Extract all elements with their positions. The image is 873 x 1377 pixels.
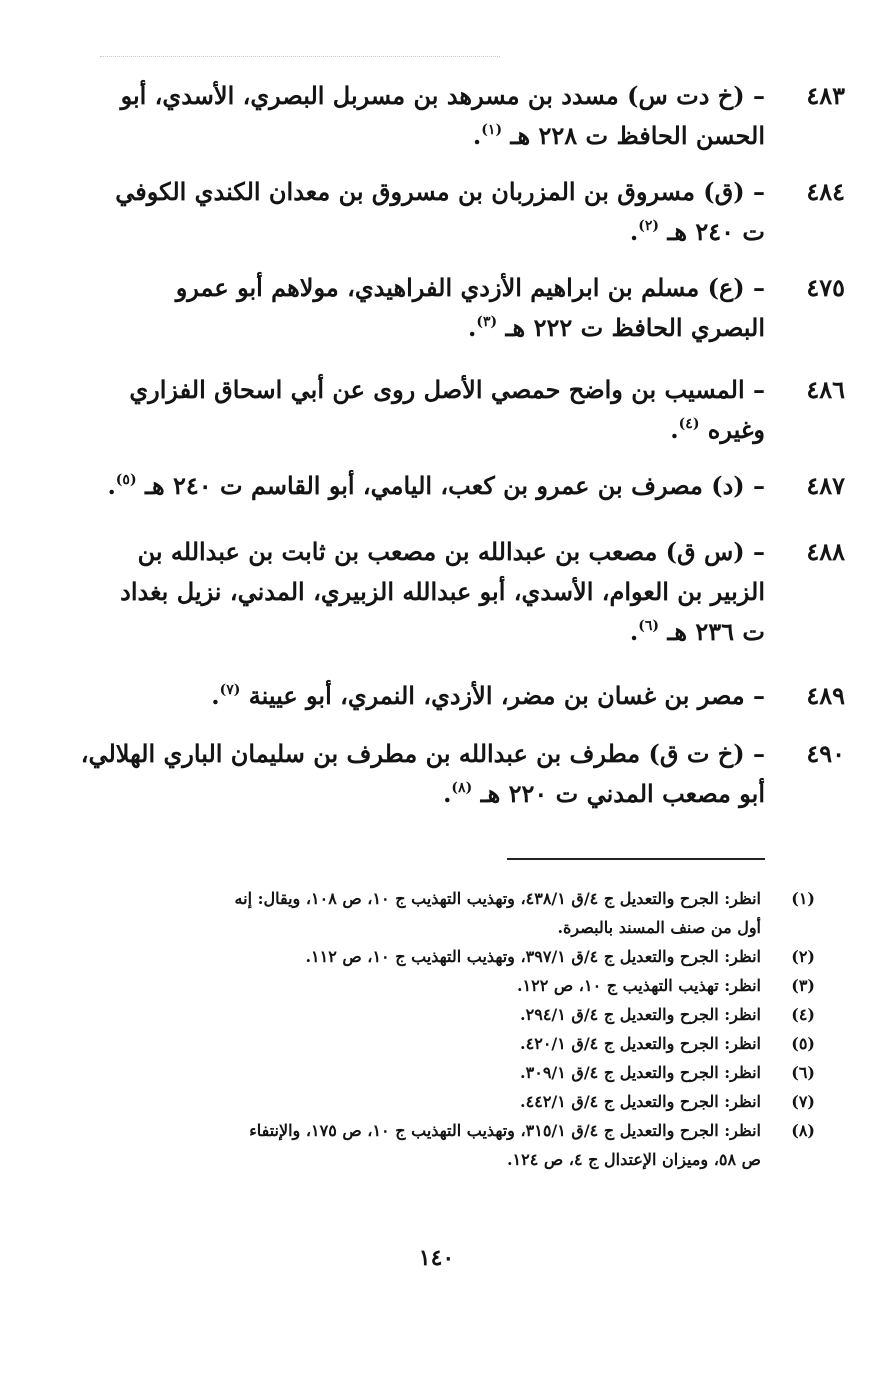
entry-483 (60, 76, 845, 156)
footnote-text: انظر: الجرح والتعديل ج ٤/ق ٣٩٧/١، وتهذيب التهذيب ج ١٠، ص ١١٢. (305, 947, 761, 966)
entry-text: – (د) مصرف بن عمرو بن كعب، اليامي، أبو القاسم ت ٢٤٠ هـ (144, 471, 765, 500)
footnotes (60, 884, 815, 1174)
footnote-text: انظر: الجرح والتعديل ج ٤/ق ٤٣٨/١، وتهذيب التهذيب ج ١٠، ص ١٠٨، ويقال: إنه (234, 889, 761, 908)
entry-period: . (472, 121, 482, 150)
footnote-mark: (٨) (791, 1121, 815, 1140)
footnote-mark: (٣) (791, 976, 815, 995)
footnote-text: انظر: الجرح والتعديل ج ٤/ق ٤٤٢/١. (520, 1092, 761, 1111)
entry-text: – مصر بن غسان بن مضر، الأزدي، النمري، أبو عيينة (248, 681, 765, 710)
footnote-6 (60, 1058, 815, 1087)
entry-text: البصري الحافظ ت ٢٢٢ هـ (505, 313, 765, 342)
footnote-text: انظر: تهذيب التهذيب ج ١٠، ص ١٢٢. (516, 976, 761, 995)
scan-speckle (100, 56, 500, 59)
footnote-text: أول من صنف المسند بالبصرة. (557, 918, 761, 937)
entry-484 (60, 172, 845, 252)
entry-number: ٤٧٥ (806, 273, 845, 302)
footnote-1 (60, 884, 815, 942)
entry-487 (60, 466, 845, 506)
footnote-ref: (٤) (678, 416, 700, 432)
entry-number: ٤٩٠ (806, 739, 845, 768)
footnote-mark: (٦) (791, 1063, 815, 1082)
footnote-5 (60, 1029, 815, 1058)
footnote-ref: (٧) (219, 682, 241, 698)
page-number: ١٤٠ (418, 1245, 455, 1271)
footnote-mark: (٥) (791, 1034, 815, 1053)
entry-488 (60, 532, 845, 652)
entry-period: . (443, 779, 452, 808)
footnote-ref: (١) (481, 122, 503, 138)
entry-text: ت ٢٣٦ هـ (667, 617, 765, 646)
footnote-4 (60, 1000, 815, 1029)
entry-text-line-last (60, 612, 765, 652)
entry-490 (60, 734, 845, 814)
entry-number: ٤٨٤ (806, 177, 845, 206)
entry-text-line: – (خ دت س) مسدد بن مسرهد بن مسربل البصري، الأسدي، أبو (120, 81, 765, 110)
entry-text-line-last (60, 308, 765, 348)
entry-text-line-last (60, 676, 765, 716)
footnote-ref: (٦) (638, 618, 659, 634)
footnote-3 (60, 971, 815, 1000)
footnote-ref: (٨) (451, 780, 473, 796)
entry-475 (60, 268, 845, 348)
footnote-ref: (٣) (476, 314, 498, 330)
entry-text-line-last (60, 410, 765, 450)
footnote-ref: (٥) (115, 472, 137, 488)
entry-text: الحسن الحافظ ت ٢٢٨ هـ (510, 121, 765, 150)
entry-text-line: – (خ ت ق) مطرف بن عبدالله بن مطرف بن سليمان الباري الهلالي، (80, 739, 765, 768)
footnote-text: ص ٥٨، وميزان الإعتدال ج ٤، ص ١٢٤. (506, 1150, 761, 1169)
footnote-text: انظر: الجرح والتعديل ج ٤/ق ٣١٥/١، وتهذيب التهذيب ج ١٠، ص ١٧٥، والإنتفاء (249, 1121, 761, 1140)
footnote-2 (60, 942, 815, 971)
entry-period: . (629, 217, 639, 246)
entry-text-line: – (ق) مسروق بن المزربان بن مسروق بن معدان الكندي الكوفي (115, 177, 765, 206)
footnote-mark: (٧) (791, 1092, 815, 1111)
entry-number: ٤٨٨ (806, 537, 845, 566)
entry-number: ٤٨٦ (806, 375, 845, 404)
entry-text-line: – (ع) مسلم بن ابراهيم الأزدي الفراهيدي، مولاهم أبو عمرو (175, 273, 765, 302)
entry-486 (60, 370, 845, 450)
footnote-8 (60, 1116, 815, 1174)
footnote-separator (507, 858, 765, 860)
footnote-text: انظر: الجرح والتعديل ج ٤/ق ٢٩٤/١. (520, 1005, 761, 1024)
footnote-text: انظر: الجرح والتعديل ج ٤/ق ٤٢٠/١. (520, 1034, 761, 1053)
entry-period: . (629, 617, 639, 646)
entry-text-line-last (60, 774, 765, 814)
entry-number: ٤٨٧ (806, 471, 845, 500)
entry-text: ت ٢٤٠ هـ (667, 217, 765, 246)
entry-text: وغيره (707, 415, 765, 444)
entry-text: أبو مصعب المدني ت ٢٢٠ هـ (480, 779, 765, 808)
entry-489 (60, 676, 845, 716)
entry-text-line: الزبير بن العوام، الأسدي، أبو عبدالله الزبيري، المدني، نزيل بغداد (120, 577, 765, 606)
entry-number: ٤٨٩ (806, 681, 845, 710)
entry-period: . (670, 415, 679, 444)
footnote-7 (60, 1087, 815, 1116)
footnote-text: انظر: الجرح والتعديل ج ٤/ق ٣٠٩/١. (520, 1063, 761, 1082)
entry-period: . (211, 681, 220, 710)
entry-text-line-last (60, 116, 765, 156)
footnote-ref: (٢) (638, 218, 659, 234)
footnote-mark: (٤) (791, 1005, 815, 1024)
entry-text-line: – (س ق) مصعب بن عبدالله بن مصعب بن ثابت بن عبدالله بن (137, 537, 765, 566)
entry-period: . (468, 313, 477, 342)
footnote-mark: (٢) (791, 947, 815, 966)
entry-text-line-last (60, 212, 765, 252)
entry-number: ٤٨٣ (806, 81, 845, 110)
entry-text-line-last (60, 466, 765, 506)
footnote-mark: (١) (791, 889, 815, 908)
entry-text-line: – المسيب بن واضح حمصي الأصل روى عن أبي اسحاق الفزاري (129, 375, 765, 404)
entry-period: . (107, 471, 116, 500)
